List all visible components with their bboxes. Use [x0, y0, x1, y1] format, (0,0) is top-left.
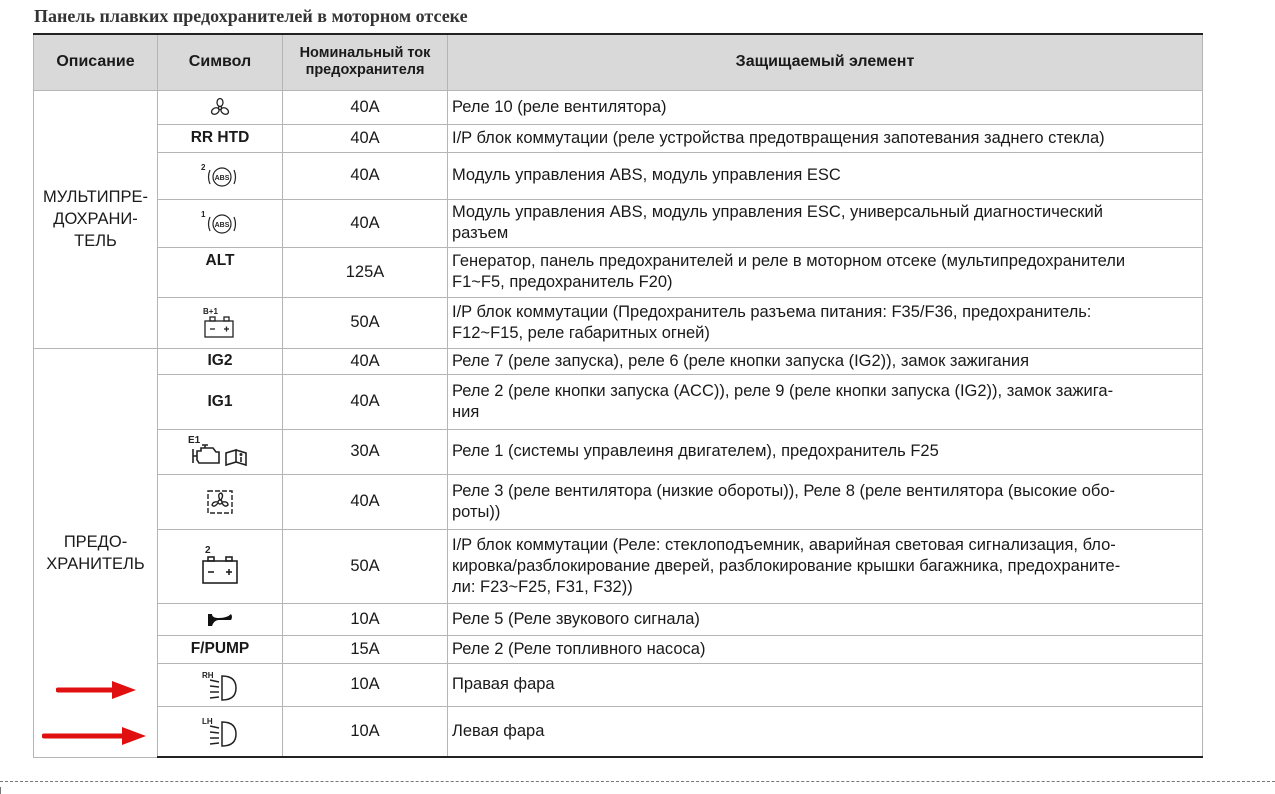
fuse-current: 10A: [283, 706, 448, 757]
table-row: [34, 603, 1203, 635]
fuse-current: 15A: [283, 635, 448, 663]
fuse-table: [33, 33, 1203, 758]
header-element: Защищаемый элемент: [448, 34, 1203, 90]
symbol-superscript: B+1: [203, 306, 218, 316]
table-row: [34, 374, 1203, 429]
fuse-current: 40A: [283, 348, 448, 374]
protected-element: I/P блок коммутации (реле устройства предотвращения запотевания заднего стекла): [448, 124, 1203, 152]
fan-icon: [158, 90, 283, 124]
group-multifuse: МУЛЬТИПРЕ- ДОХРАНИ- ТЕЛЬ: [34, 90, 158, 348]
page-cut-mark: [0, 787, 1, 794]
horn-icon: [158, 603, 283, 635]
symbol-superscript: LH: [202, 717, 213, 727]
protected-element: Левая фара: [448, 706, 1203, 757]
table-row: [34, 348, 1203, 374]
protected-element: Правая фара: [448, 663, 1203, 706]
fuse-current: 10A: [283, 663, 448, 706]
header-symbol: Символ: [158, 34, 283, 90]
fuse-current: 40A: [283, 124, 448, 152]
radiator-fan-icon: [158, 474, 283, 529]
fuse-current: 40A: [283, 199, 448, 247]
symbol-superscript: 2: [205, 545, 211, 556]
engine-icon: [158, 429, 283, 474]
protected-element: Модуль управления ABS, модуль управления ESC: [448, 152, 1203, 199]
symbol-label: ALT: [158, 247, 283, 297]
protected-element: I/P блок коммутации (Реле: стеклоподъемник, аварийная световая сигнализация, бло- кировка/разблокирование дверей, разблокирование крышки багажника, предохраните- ли: F23~F25, F31, F32)): [448, 529, 1203, 603]
red-arrow-icon: [42, 726, 148, 746]
table-row: [34, 90, 1203, 124]
fuse-current: 40A: [283, 152, 448, 199]
battery-icon: [158, 297, 283, 348]
svg-text:ABS: ABS: [214, 222, 230, 229]
table-row: [34, 124, 1203, 152]
symbol-label: F/PUMP: [158, 635, 283, 663]
header-current: Номинальный ток предохранителя: [283, 34, 448, 90]
protected-element: Реле 10 (реле вентилятора): [448, 90, 1203, 124]
symbol-superscript: 2: [201, 162, 206, 172]
table-row: [34, 706, 1203, 757]
protected-element: Реле 3 (реле вентилятора (низкие обороты)), Реле 8 (реле вентилятора (высокие обо- роты)): [448, 474, 1203, 529]
fuse-current: 30A: [283, 429, 448, 474]
fuse-current: 40A: [283, 90, 448, 124]
symbol-label: RR HTD: [158, 124, 283, 152]
symbol-superscript: E1: [188, 434, 201, 446]
protected-element: Реле 2 (реле кнопки запуска (ACC)), реле 9 (реле кнопки запуска (IG2)), замок зажига- ния: [448, 374, 1203, 429]
header-description: Описание: [34, 34, 158, 90]
protected-element: Реле 2 (Реле топливного насоса): [448, 635, 1203, 663]
table-header-row: [34, 34, 1203, 90]
table-row: [34, 429, 1203, 474]
fuse-current: 50A: [283, 297, 448, 348]
abs-icon: [158, 152, 283, 199]
symbol-label: IG1: [158, 374, 283, 429]
page-title: Панель плавких предохранителей в моторном отсеке: [34, 6, 468, 26]
symbol-superscript: 1: [201, 210, 206, 219]
battery-icon: [158, 529, 283, 603]
protected-element: I/P блок коммутации (Предохранитель разъема питания: F35/F36, предохранитель: F12~F15, реле габаритных огней): [448, 297, 1203, 348]
table-row: [34, 474, 1203, 529]
fuse-current: 40A: [283, 374, 448, 429]
table-row: [34, 199, 1203, 247]
headlamp-icon: [158, 706, 283, 757]
red-arrow-icon: [56, 680, 138, 700]
protected-element: Модуль управления ABS, модуль управления ESC, универсальный диагностический разъем: [448, 199, 1203, 247]
table-row: [34, 297, 1203, 348]
protected-element: Реле 5 (Реле звукового сигнала): [448, 603, 1203, 635]
headlamp-icon: [158, 663, 283, 706]
abs-icon: [158, 199, 283, 247]
table-row: [34, 529, 1203, 603]
symbol-label: IG2: [158, 348, 283, 374]
table-row: [34, 152, 1203, 199]
protected-element: Генератор, панель предохранителей и реле в моторном отсеке (мультипредохранители F1~F5, предохранитель F20): [448, 247, 1203, 297]
fuse-current: 50A: [283, 529, 448, 603]
fuse-current: 125A: [283, 247, 448, 297]
protected-element: Реле 7 (реле запуска), реле 6 (реле кнопки запуска (IG2)), замок зажигания: [448, 348, 1203, 374]
svg-text:ABS: ABS: [214, 174, 230, 182]
fuse-current: 40A: [283, 474, 448, 529]
protected-element: Реле 1 (системы управлеиня двигателем), предохранитель F25: [448, 429, 1203, 474]
fuse-current: 10A: [283, 603, 448, 635]
table-row: [34, 663, 1203, 706]
page-cut-line: [0, 781, 1275, 782]
table-row: [34, 635, 1203, 663]
table-row: [34, 247, 1203, 297]
symbol-superscript: RH: [202, 670, 214, 680]
group-fuse: ПРЕДО- ХРАНИТЕЛЬ: [34, 348, 158, 757]
